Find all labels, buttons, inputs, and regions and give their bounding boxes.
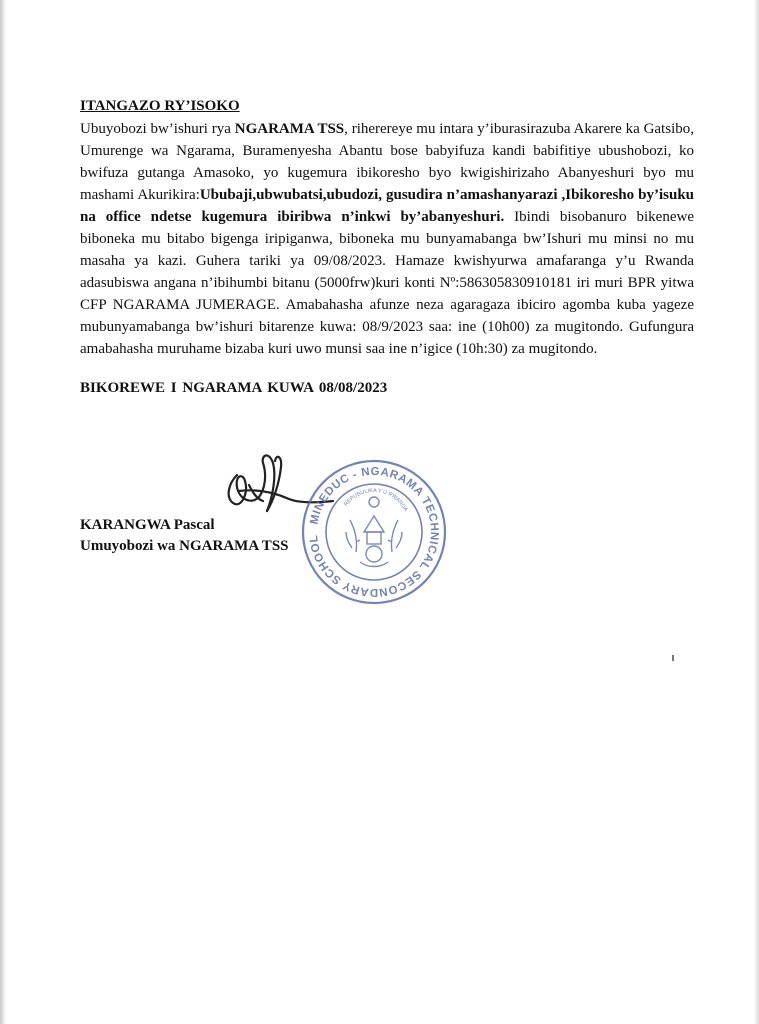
location-text: , riherereye mu intara y’iburasirazuba Akarere ka Gatsibo, Umurenge wa Ngarama, Buramenyesha Abantu bose babyifuza kandi babifitiye ubushobozi, ko bwifuza gutanga Amasoko, yo kugemura ibikoresho byo kwigishirizaho Abanyeshuri byo mu mashami Akurikira:	[80, 121, 694, 203]
school-name: NGARAMA TSS	[234, 121, 345, 137]
page-shadow-left	[0, 0, 6, 1024]
document-body	[80, 96, 694, 398]
stamp-inner-text: REPUBULIKA Y’U RWANDA	[343, 487, 409, 513]
rwanda-emblem	[346, 497, 402, 567]
document-heading: ITANGAZO RY’ISOKO	[80, 98, 240, 114]
scan-mark	[672, 655, 674, 661]
signatory-title: Umuyobozi wa NGARAMA TSS	[80, 538, 289, 554]
page-shadow-right	[754, 0, 759, 1024]
intro-text: Ubuyobozi bw’ishuri rya	[80, 121, 235, 137]
details-text: Ibindi bisobanuro bikenewe biboneka mu bitabo bigenga iripiganwa, biboneka mu bunyamabanga bw’Ishuri mu minsi no mu masaha ya kazi. Guhera tariki ya 09/08/2023. Hamaze kwishyurwa amafaranga y’u Rwanda adasubiswa angana n’ibihumbi bitanu (5000frw)kuri konti Nº:586305830910181 iri muri BPR yitwa CFP NGARAMA JUMERAGE. Amabahasha afunze neza agaragaza ibiciro agomba kuba yageze mubunyamabanga bw’ishuri bitarenze kuwa: 08/9/2023 saa: ine (10h00) za mugitondo. Gufungura amabahasha muruhame bizaba kuri uwo munsi saa ine n’igice (10h:30) za mugitondo.	[80, 209, 694, 357]
signatory-name: KARANGWA Pascal	[80, 517, 215, 533]
stamp-ring-text: MINEDUC - NGARAMA TECHNICAL SECONDARY SCHOOL	[307, 465, 441, 599]
announcement-paragraph	[80, 118, 694, 360]
signature-block	[80, 515, 289, 557]
dateline: BIKOREWE I NGARAMA KUWA 08/08/2023	[80, 380, 388, 396]
tender-lots: Ububaji,ubwubatsi,ubudozi, gusudira n’amashanyarazi ,Ibikoresho by’isuku na office ndetse kugemura ibiribwa n’inkwi by’abanyeshuri.	[80, 187, 695, 225]
school-stamp	[300, 458, 448, 606]
